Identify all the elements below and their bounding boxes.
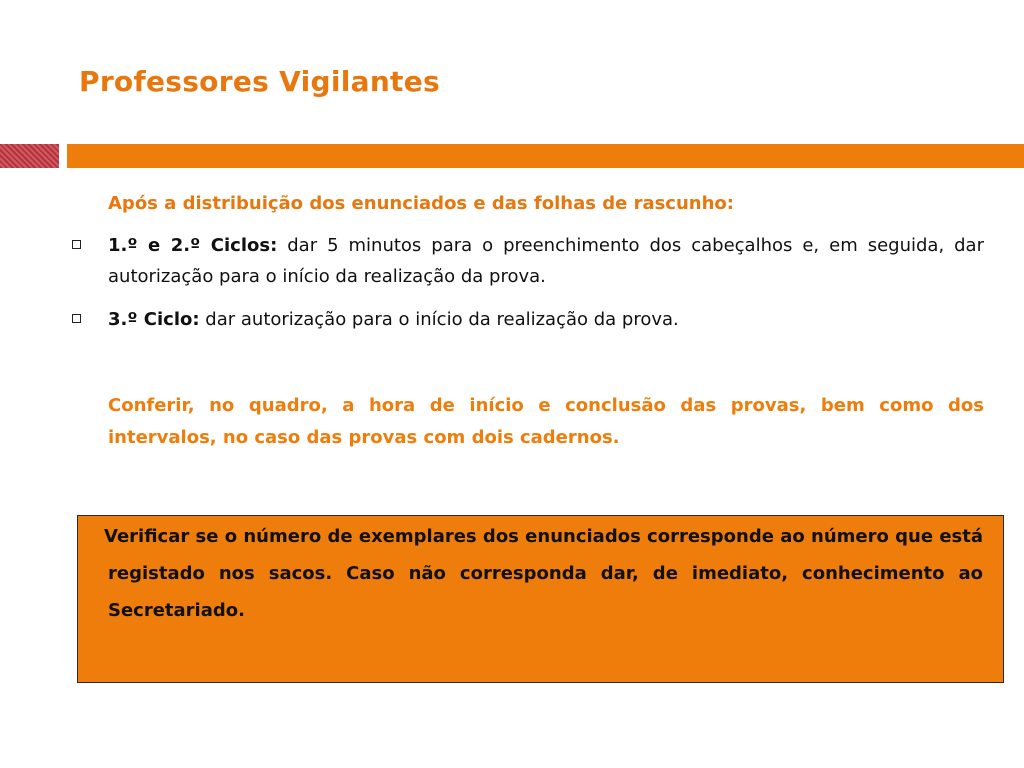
highlight-text: Conferir, no quadro, a hora de início e conclusão das provas, bem como dos intervalos, no caso das provas com dois cadernos. (108, 395, 984, 448)
note-box (77, 515, 1004, 683)
intro-text: Após a distribuição dos enunciados e das folhas de rascunho: (108, 193, 734, 214)
square-bullet-icon (72, 314, 81, 323)
header-bar-left (0, 144, 59, 168)
square-bullet-icon (72, 240, 81, 249)
header-bar-right (67, 144, 1024, 168)
bullet-text: dar autorização para o início da realização da prova. (199, 309, 679, 330)
bullet-lead: 3.º Ciclo: (108, 309, 200, 330)
bullet-list (70, 230, 984, 347)
bullet-item-ciclo-3 (70, 304, 984, 335)
note-text: Verificar se o número de exemplares dos enunciados corresponde ao número que está registado nos sacos. Caso não corresponda dar, de imediato, conhecimento ao Secretariado. (104, 526, 983, 621)
slide-title: Professores Vigilantes (79, 65, 441, 98)
bullet-text: dar 5 minutos para o preenchimento dos cabeçalhos e, em seguida, dar autorização para o início da realização da prova. (108, 235, 984, 287)
bullet-lead: 1.º e 2.º Ciclos: (108, 235, 278, 256)
bullet-item-ciclos-1-2 (70, 230, 984, 292)
